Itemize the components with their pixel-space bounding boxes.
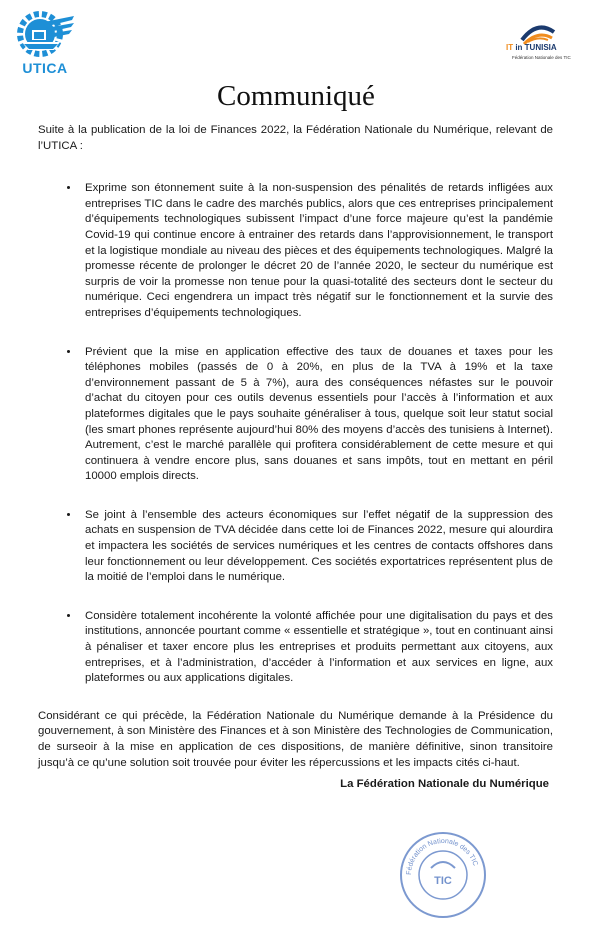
it-logo-title-it: IT (506, 43, 514, 52)
stamp-center-text: TIC (434, 875, 452, 887)
it-logo-subtitle: Fédération Nationale des TIC (512, 55, 571, 60)
list-item: • Prévient que la mise en application effective des taux de douanes et taxes pour les téléphones mobiles (passés de 0 à 20%, en plus de la TVA à 19% et la taxe d’environnement passant de 5 à 7%), aura des conséquences néfastes sur le pouvoir d’achat du citoyen pour ces outils devenus essentiels pour l’accès à l’information et aux plateformes digitales que le pays souhaite généraliser à tous, quelque soit leur statut social (les smart phones représente aujourd’hui 80% des moyens d’accès des tunisiens à Internet). Autrement, c’est le marché parallèle qui profitera considérablement de cette mesure et qui continuera à vendre encore plus, sans douanes et sans impôts, tout en mettant en péril 10000 emplois directs. (80, 345, 553, 485)
document-body (38, 123, 553, 793)
document-title: Communiqué (217, 80, 375, 112)
list-item: • Considère totalement incohérente la volonté affichée pour une digitalisation du pays et des institutions, annoncée pourtant comme « essentielle et stratégique », tout en continuant ainsi à pénaliser et taxer encore plus les entreprises et produits permettant aux citoyens, aux entreprises, et à l’administration, d’accéder à l’information et aux services en ligne, aux plateformes ou aux applications digitales. (80, 609, 553, 687)
utica-logo-label: UTICA (22, 60, 68, 76)
stamp-icon (398, 830, 488, 920)
it-logo-title-tunisia: in TUNISIA (513, 43, 557, 52)
list-item: • Exprime son étonnement suite à la non-suspension des pénalités de retards infligées aux entreprises TIC dans le cadre des marchés publics, alors que ces entreprises principalement d’équipements technologiques subissent l’impact d’une force majeure qu’est la pandémie Covid-19 qui continue encore à entrainer des retards dans l’approvisionnement, le transport et la logistique mondiale au niveau des pièces et des équipements technologiques. Malgré la promesse récente de prolonger le décret 20 de l’année 2020, le secteur du numérique est surpris de voir la promesse non tenue pour la quasi-totalité des secteurs dont le secteur du numérique. Ceci engendrera un impact très négatif sur le fonctionnement et la survie des entreprises d’équipements technologiques. (80, 181, 553, 321)
intro-paragraph: Suite à la publication de la loi de Finances 2022, la Fédération Nationale du Numérique, relevant de l’UTICA : (38, 124, 553, 152)
stamp-ring-text: Fédération Nationale des TIC (405, 837, 479, 876)
it-logo-title (506, 43, 557, 52)
conclusion-paragraph: Considérant ce qui précède, la Fédération Nationale du Numérique demande à la Présidence du gouvernement, à son Ministère des Finances et à son Ministère des Technologies de Communication, de surseoir à la mise en application de ces dispositions, de manière définitive, sinon transitoire jusqu’à ce qu’une solution soit trouvée pour éviter les répercussions et les impacts cités ci-haut. (38, 709, 553, 769)
svg-text:Fédération Nationale des TIC (406, 838, 479, 875)
signature: La Fédération Nationale du Numérique (340, 778, 549, 791)
list-item: • Se joint à l’ensemble des acteurs économiques sur l’effet négatif de la suppression des achats en suspension de TVA décidée dans cette loi de Finances 2022, mesure qui alourdira et impactera les sociétés de services numériques et les centres de contacts offshores dans leur fonctionnement ou leur développement. Ces sociétés exportatrices représentent plus de la moitié de l’emploi dans le numérique. (80, 508, 553, 586)
points-list (38, 181, 553, 687)
